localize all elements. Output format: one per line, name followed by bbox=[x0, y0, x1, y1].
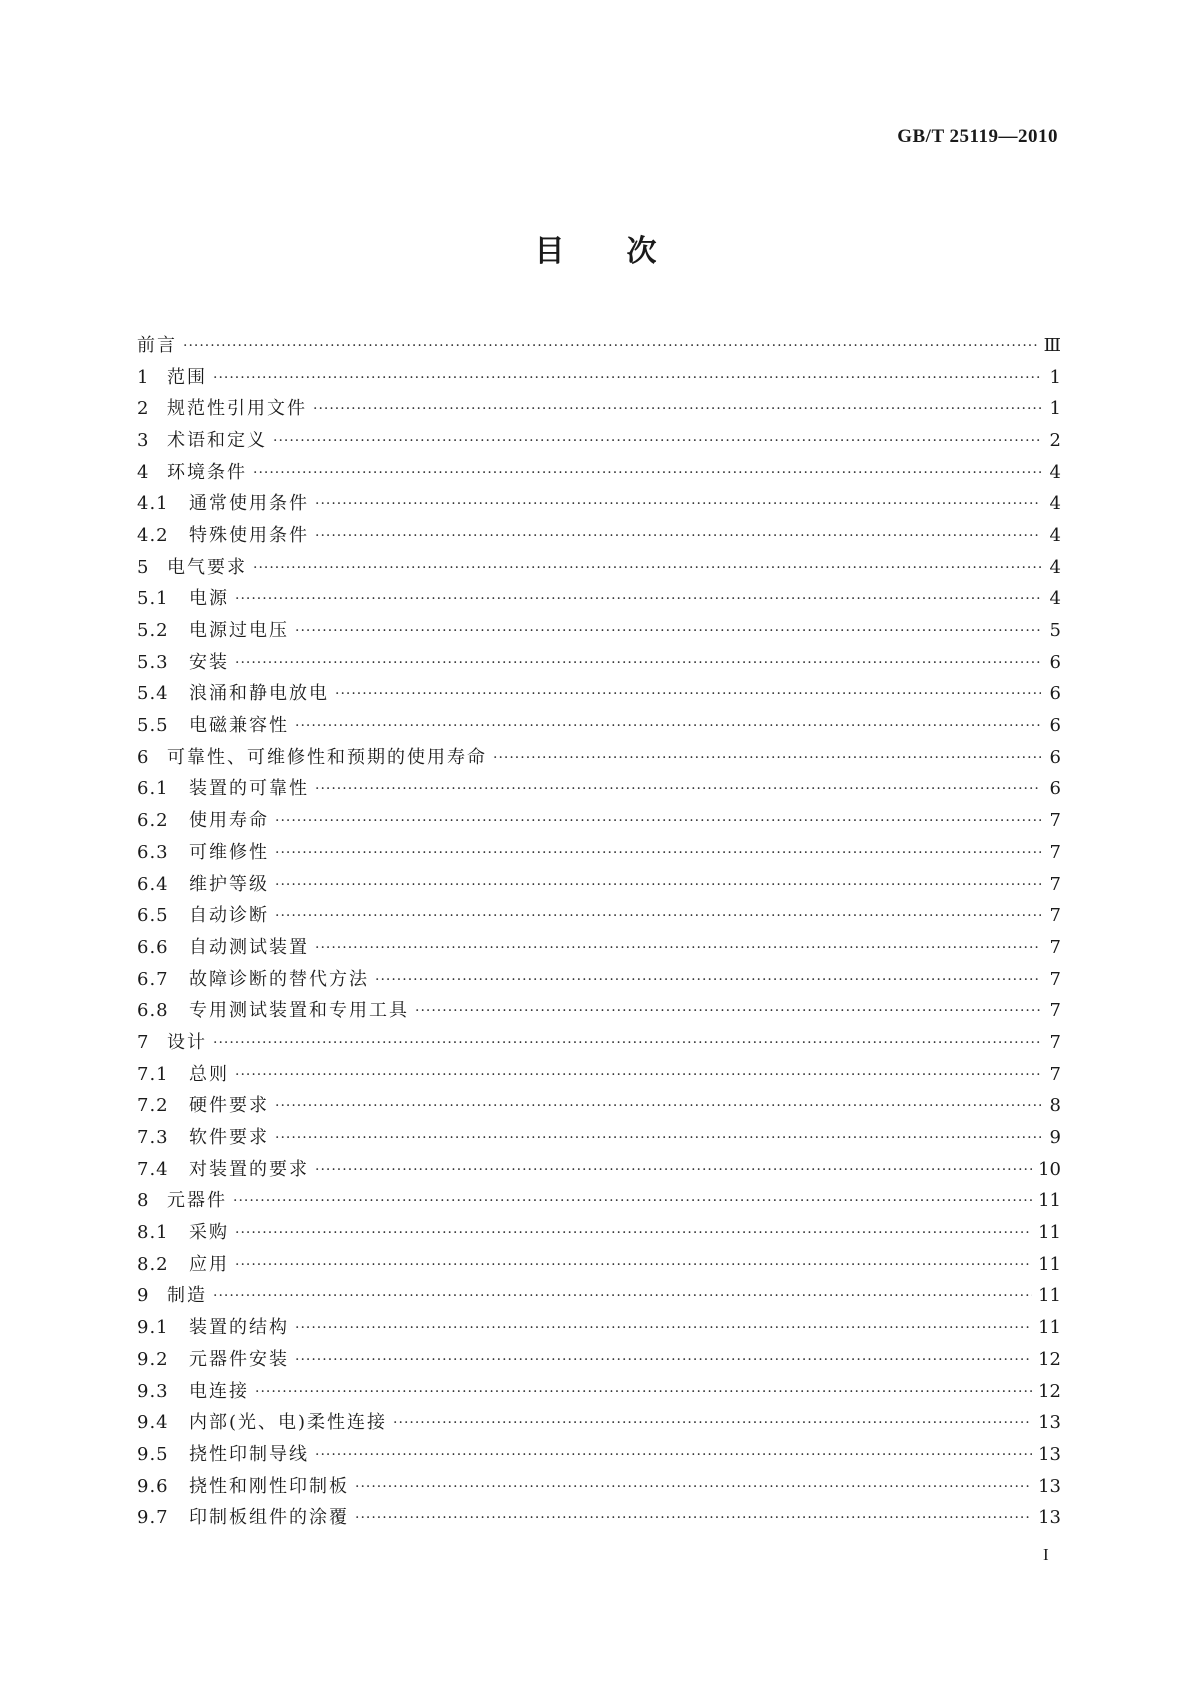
toc-dot-leader bbox=[275, 1131, 1041, 1145]
toc-entry[interactable] bbox=[137, 837, 1061, 869]
toc-entry[interactable] bbox=[137, 362, 1061, 394]
toc-entry-number: 9.5 bbox=[137, 1443, 169, 1465]
toc-entry[interactable] bbox=[137, 1344, 1061, 1376]
toc-dot-leader bbox=[235, 656, 1041, 670]
toc-entry-title: 专用测试装置和专用工具 bbox=[189, 1000, 409, 1022]
toc-entry-page: 9 bbox=[1049, 1127, 1061, 1149]
toc-dot-leader bbox=[295, 1353, 1032, 1367]
toc-entry-title: 装置的结构 bbox=[189, 1317, 289, 1339]
toc-entry-page: 7 bbox=[1049, 873, 1061, 895]
toc-entry-number: 5.2 bbox=[137, 620, 169, 642]
toc-entry-page: 4 bbox=[1049, 556, 1061, 578]
toc-entry-title: 安装 bbox=[189, 651, 229, 673]
toc-entry-title: 设计 bbox=[167, 1031, 207, 1053]
toc-entry-page: 7 bbox=[1049, 841, 1061, 863]
page-title bbox=[0, 226, 1191, 270]
toc-entry-number: 9.7 bbox=[137, 1507, 169, 1529]
toc-entry-page: 10 bbox=[1038, 1158, 1061, 1180]
toc-entry[interactable] bbox=[137, 679, 1061, 711]
toc-entry[interactable] bbox=[137, 900, 1061, 932]
toc-entry[interactable] bbox=[137, 393, 1061, 425]
toc-entry-number: 6.3 bbox=[137, 841, 169, 863]
toc-entry-title: 电源过电压 bbox=[189, 620, 289, 642]
toc-dot-leader bbox=[493, 751, 1041, 765]
toc-entry-number: 7.1 bbox=[137, 1063, 169, 1085]
toc-dot-leader bbox=[235, 1226, 1032, 1240]
toc-entry-title: 维护等级 bbox=[189, 873, 269, 895]
toc-entry-number: 6.8 bbox=[137, 1000, 169, 1022]
toc-entry[interactable] bbox=[137, 1186, 1061, 1218]
toc-entry-page: 13 bbox=[1038, 1443, 1061, 1465]
toc-dot-leader bbox=[275, 846, 1041, 860]
toc-entry-title: 前言 bbox=[137, 334, 177, 356]
toc-entry-number: 9.1 bbox=[137, 1317, 169, 1339]
toc-entry-title: 可靠性、可维修性和预期的使用寿命 bbox=[167, 746, 487, 768]
toc-entry[interactable] bbox=[137, 457, 1061, 489]
toc-dot-leader bbox=[183, 339, 1038, 353]
toc-entry[interactable] bbox=[137, 488, 1061, 520]
toc-entry[interactable] bbox=[137, 1502, 1061, 1534]
toc-entry-page: Ⅲ bbox=[1043, 334, 1061, 356]
toc-entry-page: 13 bbox=[1038, 1412, 1061, 1434]
toc-dot-leader bbox=[315, 497, 1041, 511]
toc-entry-page: 4 bbox=[1049, 524, 1061, 546]
toc-entry[interactable] bbox=[137, 520, 1061, 552]
toc-dot-leader bbox=[275, 878, 1041, 892]
toc-entry[interactable] bbox=[137, 774, 1061, 806]
toc-entry[interactable] bbox=[137, 1407, 1061, 1439]
toc-entry-title: 软件要求 bbox=[189, 1127, 269, 1149]
toc-entry-title: 电连接 bbox=[189, 1380, 249, 1402]
toc-entry-title: 元器件安装 bbox=[189, 1348, 289, 1370]
page-title-char: 次 bbox=[626, 234, 657, 269]
toc-entry[interactable] bbox=[137, 964, 1061, 996]
toc-entry-number: 5.1 bbox=[137, 588, 169, 610]
toc-dot-leader bbox=[213, 1036, 1041, 1050]
toc-entry-number: 9.4 bbox=[137, 1412, 169, 1434]
toc-entry[interactable] bbox=[137, 710, 1061, 742]
toc-dot-leader bbox=[275, 909, 1041, 923]
toc-entry-number: 5 bbox=[137, 556, 150, 578]
toc-dot-leader bbox=[315, 782, 1041, 796]
toc-entry[interactable] bbox=[137, 1471, 1061, 1503]
toc-entry-title: 挠性印制导线 bbox=[189, 1443, 309, 1465]
toc-entry-number: 8.1 bbox=[137, 1222, 169, 1244]
toc-entry-page: 5 bbox=[1049, 620, 1061, 642]
toc-entry-number: 9.6 bbox=[137, 1475, 169, 1497]
toc-entry-number: 8.2 bbox=[137, 1253, 169, 1275]
standard-number: GB/T 25119—2010 bbox=[897, 126, 1058, 147]
toc-entry[interactable] bbox=[137, 1249, 1061, 1281]
toc-entry-title: 元器件 bbox=[167, 1190, 227, 1212]
toc-entry-number: 9.3 bbox=[137, 1380, 169, 1402]
toc-entry[interactable] bbox=[137, 1439, 1061, 1471]
toc-entry[interactable] bbox=[137, 1217, 1061, 1249]
toc-dot-leader bbox=[275, 814, 1041, 828]
toc-entry-number: 6.6 bbox=[137, 936, 169, 958]
toc-entry-number: 7 bbox=[137, 1031, 150, 1053]
toc-entry[interactable] bbox=[137, 1312, 1061, 1344]
toc-entry[interactable] bbox=[137, 1281, 1061, 1313]
toc-entry-page: 7 bbox=[1049, 1031, 1061, 1053]
toc-dot-leader bbox=[393, 1416, 1032, 1430]
toc-entry-number: 1 bbox=[137, 366, 150, 388]
toc-dot-leader bbox=[235, 1258, 1032, 1272]
toc-entry-page: 11 bbox=[1038, 1222, 1061, 1244]
toc-entry-page: 6 bbox=[1049, 715, 1061, 737]
toc-entry[interactable] bbox=[137, 1059, 1061, 1091]
toc-entry[interactable] bbox=[137, 330, 1061, 362]
toc-dot-leader bbox=[253, 466, 1041, 480]
toc-dot-leader bbox=[355, 1480, 1032, 1494]
toc-dot-leader bbox=[315, 1163, 1032, 1177]
toc-entry-number: 6.5 bbox=[137, 905, 169, 927]
toc-dot-leader bbox=[355, 1511, 1032, 1525]
toc-entry-title: 特殊使用条件 bbox=[189, 524, 309, 546]
toc-entry-number: 5.5 bbox=[137, 715, 169, 737]
toc-entry-page: 6 bbox=[1049, 651, 1061, 673]
toc-entry-number: 6.4 bbox=[137, 873, 169, 895]
toc-entry-page: 7 bbox=[1049, 936, 1061, 958]
toc-entry-number: 7.2 bbox=[137, 1095, 169, 1117]
toc-entry[interactable] bbox=[137, 805, 1061, 837]
toc-entry-page: 11 bbox=[1038, 1253, 1061, 1275]
toc-dot-leader bbox=[375, 973, 1041, 987]
toc-dot-leader bbox=[253, 561, 1041, 575]
toc-entry-number: 4.1 bbox=[137, 493, 169, 515]
toc-entry-page: 4 bbox=[1049, 588, 1061, 610]
toc-entry-number: 6 bbox=[137, 746, 150, 768]
toc-entry[interactable] bbox=[137, 1376, 1061, 1408]
toc-entry-number: 2 bbox=[137, 398, 150, 420]
toc-entry-title: 挠性和刚性印制板 bbox=[189, 1475, 349, 1497]
toc-entry-number: 6.1 bbox=[137, 778, 169, 800]
toc-entry-number: 9 bbox=[137, 1285, 150, 1307]
toc-entry-title: 术语和定义 bbox=[167, 429, 267, 451]
toc-entry[interactable] bbox=[137, 584, 1061, 616]
toc-entry-page: 7 bbox=[1049, 1063, 1061, 1085]
toc-entry-number: 9.2 bbox=[137, 1348, 169, 1370]
toc-entry-page: 7 bbox=[1049, 968, 1061, 990]
toc-entry-title: 总则 bbox=[189, 1063, 229, 1085]
toc-dot-leader bbox=[415, 1004, 1041, 1018]
toc-dot-leader bbox=[235, 592, 1041, 606]
toc-entry-number: 8 bbox=[137, 1190, 150, 1212]
toc-entry-page: 6 bbox=[1049, 683, 1061, 705]
toc-dot-leader bbox=[335, 687, 1041, 701]
toc-entry-title: 电源 bbox=[189, 588, 229, 610]
toc-entry-number: 7.3 bbox=[137, 1127, 169, 1149]
toc-entry-page: 6 bbox=[1049, 746, 1061, 768]
toc-entry-title: 使用寿命 bbox=[189, 810, 269, 832]
toc-entry[interactable] bbox=[137, 1154, 1061, 1186]
toc-entry-title: 范围 bbox=[167, 366, 207, 388]
toc-dot-leader bbox=[213, 1289, 1032, 1303]
toc-entry-page: 13 bbox=[1038, 1507, 1061, 1529]
toc-entry[interactable] bbox=[137, 552, 1061, 584]
toc-entry[interactable] bbox=[137, 995, 1061, 1027]
toc-entry-page: 7 bbox=[1049, 1000, 1061, 1022]
toc-entry-title: 电气要求 bbox=[167, 556, 247, 578]
toc-entry[interactable] bbox=[137, 647, 1061, 679]
toc-entry-number: 3 bbox=[137, 429, 150, 451]
toc-entry-title: 制造 bbox=[167, 1285, 207, 1307]
toc-entry-number: 4.2 bbox=[137, 524, 169, 546]
toc-entry-title: 环境条件 bbox=[167, 461, 247, 483]
toc-entry[interactable] bbox=[137, 742, 1061, 774]
toc-entry[interactable] bbox=[137, 1091, 1061, 1123]
toc-entry-page: 12 bbox=[1038, 1348, 1061, 1370]
toc-entry-title: 装置的可靠性 bbox=[189, 778, 309, 800]
toc-entry-title: 通常使用条件 bbox=[189, 493, 309, 515]
toc-entry-page: 8 bbox=[1049, 1095, 1061, 1117]
toc-entry-title: 规范性引用文件 bbox=[167, 398, 307, 420]
toc-entry-page: 13 bbox=[1038, 1475, 1061, 1497]
toc-entry-page: 7 bbox=[1049, 810, 1061, 832]
toc-entry-title: 采购 bbox=[189, 1222, 229, 1244]
toc-entry-page: 7 bbox=[1049, 905, 1061, 927]
toc-entry[interactable] bbox=[137, 425, 1061, 457]
toc-dot-leader bbox=[235, 1068, 1041, 1082]
toc-entry-page: 6 bbox=[1049, 778, 1061, 800]
toc-entry-title: 自动诊断 bbox=[189, 905, 269, 927]
page-number: I bbox=[1043, 1545, 1049, 1564]
toc-entry-title: 应用 bbox=[189, 1253, 229, 1275]
toc-entry-page: 11 bbox=[1038, 1285, 1061, 1307]
toc-entry-title: 故障诊断的替代方法 bbox=[189, 968, 369, 990]
toc-entry-number: 4 bbox=[137, 461, 150, 483]
toc-dot-leader bbox=[313, 402, 1041, 416]
toc-dot-leader bbox=[273, 434, 1041, 448]
toc-entry-page: 4 bbox=[1049, 493, 1061, 515]
toc-entry-page: 11 bbox=[1038, 1190, 1061, 1212]
toc-entry-page: 1 bbox=[1049, 398, 1061, 420]
page-title-char: 目 bbox=[534, 234, 565, 269]
toc-entry-page: 2 bbox=[1049, 429, 1061, 451]
toc-entry-page: 11 bbox=[1038, 1317, 1061, 1339]
toc-dot-leader bbox=[255, 1385, 1032, 1399]
toc-entry-number: 5.3 bbox=[137, 651, 169, 673]
toc-entry-number: 6.2 bbox=[137, 810, 169, 832]
toc-dot-leader bbox=[315, 1448, 1032, 1462]
toc-dot-leader bbox=[295, 719, 1041, 733]
toc-dot-leader bbox=[213, 371, 1041, 385]
toc-entry[interactable] bbox=[137, 1027, 1061, 1059]
toc-entry-title: 自动测试装置 bbox=[189, 936, 309, 958]
toc-dot-leader bbox=[295, 624, 1041, 638]
toc-dot-leader bbox=[315, 529, 1041, 543]
toc-entry-number: 7.4 bbox=[137, 1158, 169, 1180]
toc-entry[interactable] bbox=[137, 869, 1061, 901]
toc-entry-title: 浪涌和静电放电 bbox=[189, 683, 329, 705]
toc-entry-page: 1 bbox=[1049, 366, 1061, 388]
toc-dot-leader bbox=[275, 1099, 1041, 1113]
toc-entry-title: 电磁兼容性 bbox=[189, 715, 289, 737]
toc-entry-title: 硬件要求 bbox=[189, 1095, 269, 1117]
toc-entry-number: 6.7 bbox=[137, 968, 169, 990]
toc-entry-title: 可维修性 bbox=[189, 841, 269, 863]
toc-dot-leader bbox=[233, 1194, 1032, 1208]
table-of-contents bbox=[137, 330, 1061, 1534]
toc-entry[interactable] bbox=[137, 932, 1061, 964]
toc-entry[interactable] bbox=[137, 615, 1061, 647]
toc-entry-page: 12 bbox=[1038, 1380, 1061, 1402]
toc-dot-leader bbox=[315, 941, 1041, 955]
toc-entry-page: 4 bbox=[1049, 461, 1061, 483]
toc-entry-title: 对装置的要求 bbox=[189, 1158, 309, 1180]
toc-entry[interactable] bbox=[137, 1122, 1061, 1154]
toc-entry-title: 印制板组件的涂覆 bbox=[189, 1507, 349, 1529]
toc-entry-number: 5.4 bbox=[137, 683, 169, 705]
toc-dot-leader bbox=[295, 1321, 1032, 1335]
toc-entry-title: 内部(光、电)柔性连接 bbox=[189, 1412, 388, 1434]
